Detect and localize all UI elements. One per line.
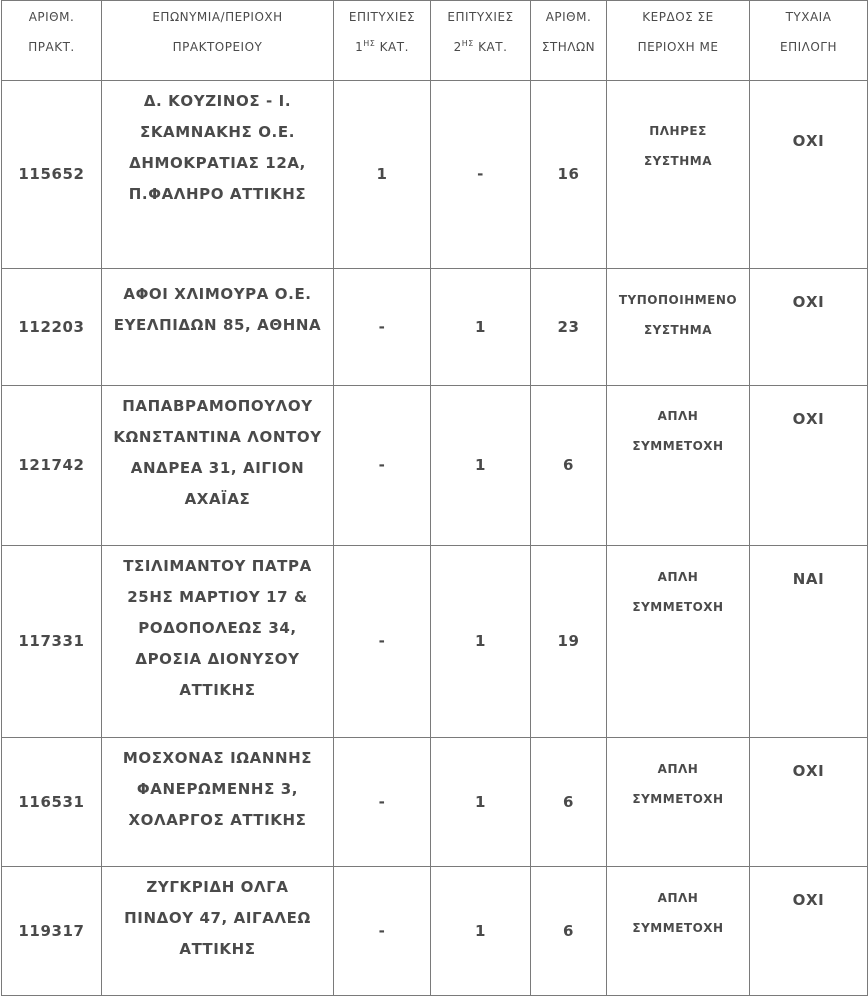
table-row [2,81,868,269]
header-random-pick: ΤΥΧΑΙΑ ΕΠΙΛΟΓΗ [750,1,868,81]
columns-count: 19 [531,546,607,738]
wins-second-category: 1 [431,269,531,386]
wins-second-category: 1 [431,386,531,546]
wins-first-category: - [334,269,431,386]
win-type: ΑΠΛΗ ΣΥΜΜΕΤΟΧΗ [607,738,750,867]
agency-name-area: ΜΟΣΧΟΝΑΣ ΙΩΑΝΝΗΣ ΦΑΝΕΡΩΜΕΝΗΣ 3, ΧΟΛΑΡΓΟΣ ΑΤΤΙΚΗΣ [102,738,334,867]
table-row [2,867,868,996]
agency-name-area: ΑΦΟΙ ΧΛΙΜΟΥΡΑ Ο.Ε. ΕΥΕΛΠΙΔΩΝ 85, ΑΘΗΝΑ [102,269,334,386]
random-pick: ΟΧΙ [750,738,868,867]
header-wins-second-category: ΕΠΙΤΥΧΙΕΣ $2^{H\Sigma}$ ΚΑΤ. [431,1,531,81]
agent-number: 119317 [2,867,102,996]
wins-first-category: - [334,546,431,738]
header-agent-number: ΑΡΙΘΜ. ΠΡΑΚΤ. [2,1,102,81]
agent-number: 115652 [2,81,102,269]
header-name-area: ΕΠΩΝΥΜΙΑ/ΠΕΡΙΟΧΗ ΠΡΑΚΤΟΡΕΙΟΥ [102,1,334,81]
columns-count: 6 [531,386,607,546]
random-pick: ΟΧΙ [750,867,868,996]
table-row [2,546,868,738]
wins-first-category: - [334,867,431,996]
columns-count: 6 [531,738,607,867]
win-type: ΑΠΛΗ ΣΥΜΜΕΤΟΧΗ [607,546,750,738]
agency-name-area: Δ. ΚΟΥΖΙΝΟΣ - Ι. ΣΚΑΜΝΑΚΗΣ Ο.Ε. ΔΗΜΟΚΡΑΤΙΑΣ 12Α, Π.ΦΑΛΗΡΟ ΑΤΤΙΚΗΣ [102,81,334,269]
win-type: ΑΠΛΗ ΣΥΜΜΕΤΟΧΗ [607,867,750,996]
header-win-type: ΚΕΡΔΟΣ ΣΕ ΠΕΡΙΟΧΗ ΜΕ [607,1,750,81]
columns-count: 16 [531,81,607,269]
win-type: ΤΥΠΟΠΟΙΗΜΕΝΟ ΣΥΣΤΗΜΑ [607,269,750,386]
table-row [2,738,868,867]
wins-first-category: 1 [334,81,431,269]
wins-first-category: - [334,738,431,867]
random-pick: ΟΧΙ [750,386,868,546]
random-pick: ΟΧΙ [750,269,868,386]
random-pick: ΟΧΙ [750,81,868,269]
random-pick: ΝΑΙ [750,546,868,738]
columns-count: 6 [531,867,607,996]
wins-second-category: 1 [431,738,531,867]
agent-number: 116531 [2,738,102,867]
wins-second-category: - [431,81,531,269]
agent-number: 121742 [2,386,102,546]
agent-number: 117331 [2,546,102,738]
agency-name-area: ΤΣΙΛΙΜΑΝΤΟΥ ΠΑΤΡΑ 25ΗΣ ΜΑΡΤΙΟΥ 17 & ΡΟΔΟΠΟΛΕΩΣ 34, ΔΡΟΣΙΑ ΔΙΟΝΥΣΟΥ ΑΤΤΙΚΗΣ [102,546,334,738]
table-row [2,269,868,386]
winning-agencies-table [1,0,868,996]
wins-second-category: 1 [431,867,531,996]
agency-name-area: ΖΥΓΚΡΙΔΗ ΟΛΓΑ ΠΙΝΔΟΥ 47, ΑΙΓΑΛΕΩ ΑΤΤΙΚΗΣ [102,867,334,996]
win-type: ΠΛΗΡΕΣ ΣΥΣΤΗΜΑ [607,81,750,269]
agency-name-area: ΠΑΠΑΒΡΑΜΟΠΟΥΛΟΥ ΚΩΝΣΤΑΝΤΙΝΑ ΛΟΝΤΟΥ ΑΝΔΡΕΑ 31, ΑΙΓΙΟΝ ΑΧΑΪΑΣ [102,386,334,546]
table-row [2,386,868,546]
header-wins-first-category: ΕΠΙΤΥΧΙΕΣ $1^{H\Sigma}$ ΚΑΤ. [334,1,431,81]
columns-count: 23 [531,269,607,386]
table-header-row [2,1,868,81]
header-columns-count: ΑΡΙΘΜ. ΣΤΗΛΩΝ [531,1,607,81]
agent-number: 112203 [2,269,102,386]
wins-second-category: 1 [431,546,531,738]
wins-first-category: - [334,386,431,546]
win-type: ΑΠΛΗ ΣΥΜΜΕΤΟΧΗ [607,386,750,546]
